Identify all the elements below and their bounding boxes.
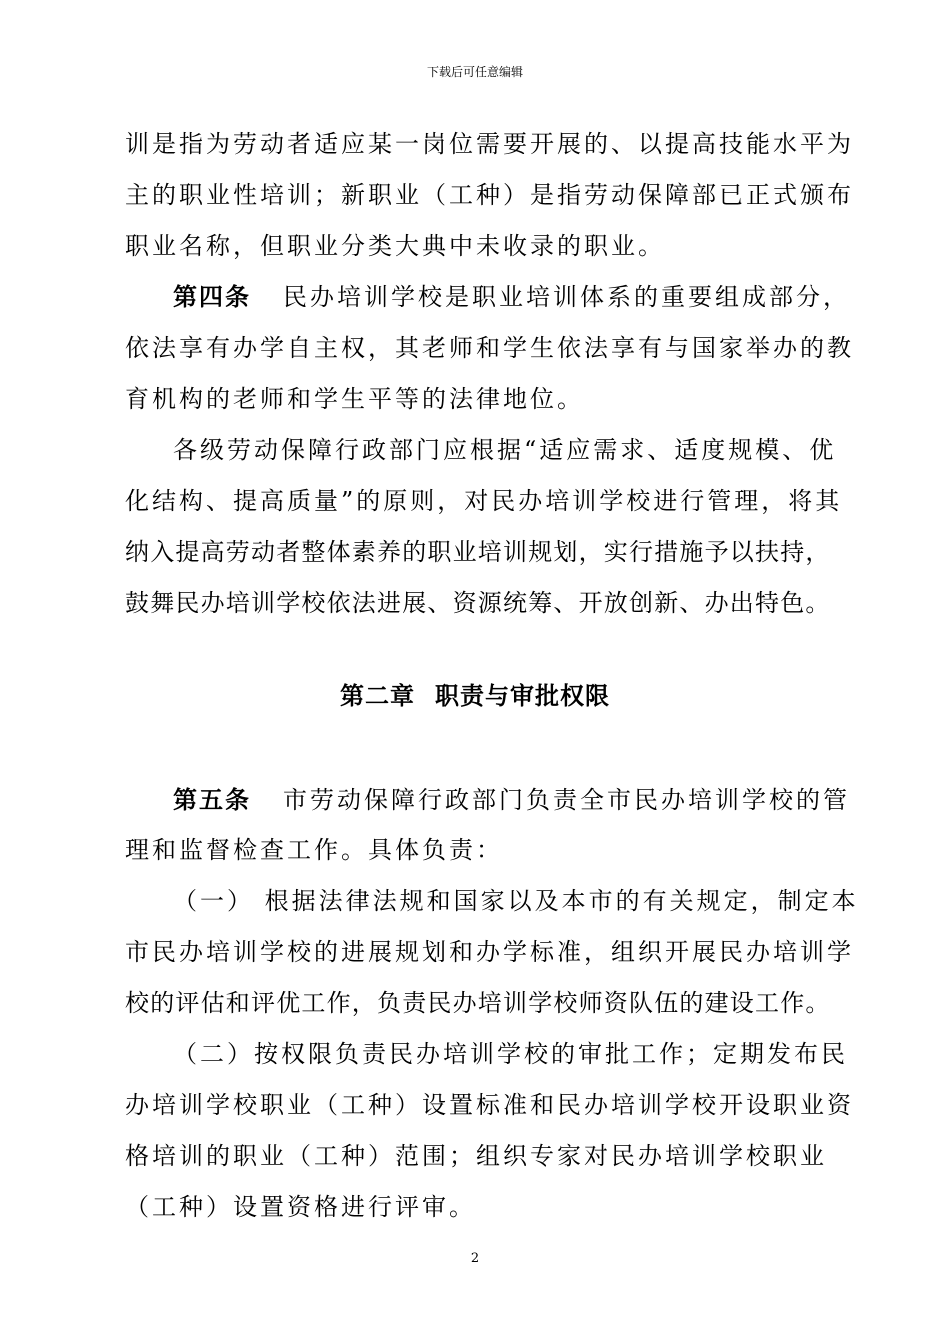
paragraph-line: 各级劳动保障行政部门应根据“适应需求、适度规模、优: [173, 436, 837, 464]
paragraph-line: 鼓舞民办培训学校依法进展、资源统筹、开放创新、办出特色。: [125, 589, 831, 617]
article-4-text: 民办培训学校是职业培训体系的重要组成部分，: [283, 283, 850, 311]
list-item-line: （二）按权限负责民办培训学校的审批工作；定期发布民: [173, 1040, 848, 1068]
page-header: 下载后可任意编辑: [426, 65, 523, 79]
chapter-title: 职责与审批权限: [435, 682, 610, 710]
page-number: 2: [470, 1251, 480, 1266]
article-4-label: 第四条: [173, 283, 251, 311]
paragraph-line: 化结构、提高质量”的原则，对民办培训学校进行管理，将其: [125, 487, 843, 515]
paragraph-line: 理和监督检查工作。具体负责：: [125, 836, 503, 864]
paragraph-line: 纳入提高劳动者整体素养的职业培训规划，实行措施予以扶持，: [125, 538, 831, 566]
paragraph-line: 依法享有办学自主权，其老师和学生依法享有与国家举办的教: [125, 334, 854, 362]
article-4-first-line: [173, 281, 850, 313]
article-5-label: 第五条: [173, 786, 251, 814]
paragraph-line: 职业名称，但职业分类大典中未收录的职业。: [125, 232, 665, 260]
paragraph-line: 训是指为劳动者适应某一岗位需要开展的、以提高技能水平为: [125, 130, 854, 158]
paragraph-line: （工种）设置资格进行评审。: [125, 1193, 476, 1221]
chapter-heading: [0, 679, 950, 713]
chapter-label: 第二章: [340, 682, 415, 710]
list-item-line: （一） 根据法律法规和国家以及本市的有关规定，制定本: [173, 887, 859, 915]
paragraph-line: 市民办培训学校的进展规划和办学标准，组织开展民办培训学: [125, 938, 854, 966]
article-5-text: 市劳动保障行政部门负责全市民办培训学校的管: [283, 786, 850, 814]
paragraph-line: 校的评估和评优工作，负责民办培训学校师资队伍的建设工作。: [125, 989, 831, 1017]
paragraph-line: 办培训学校职业（工种）设置标准和民办培训学校开设职业资: [125, 1091, 854, 1119]
paragraph-line: 格培训的职业（工种）范围；组织专家对民办培训学校职业: [125, 1142, 827, 1170]
paragraph-line: 育机构的老师和学生平等的法律地位。: [125, 385, 584, 413]
paragraph-line: 主的职业性培训；新职业（工种）是指劳动保障部已正式颁布: [125, 181, 854, 209]
article-5-first-line: [173, 784, 850, 816]
